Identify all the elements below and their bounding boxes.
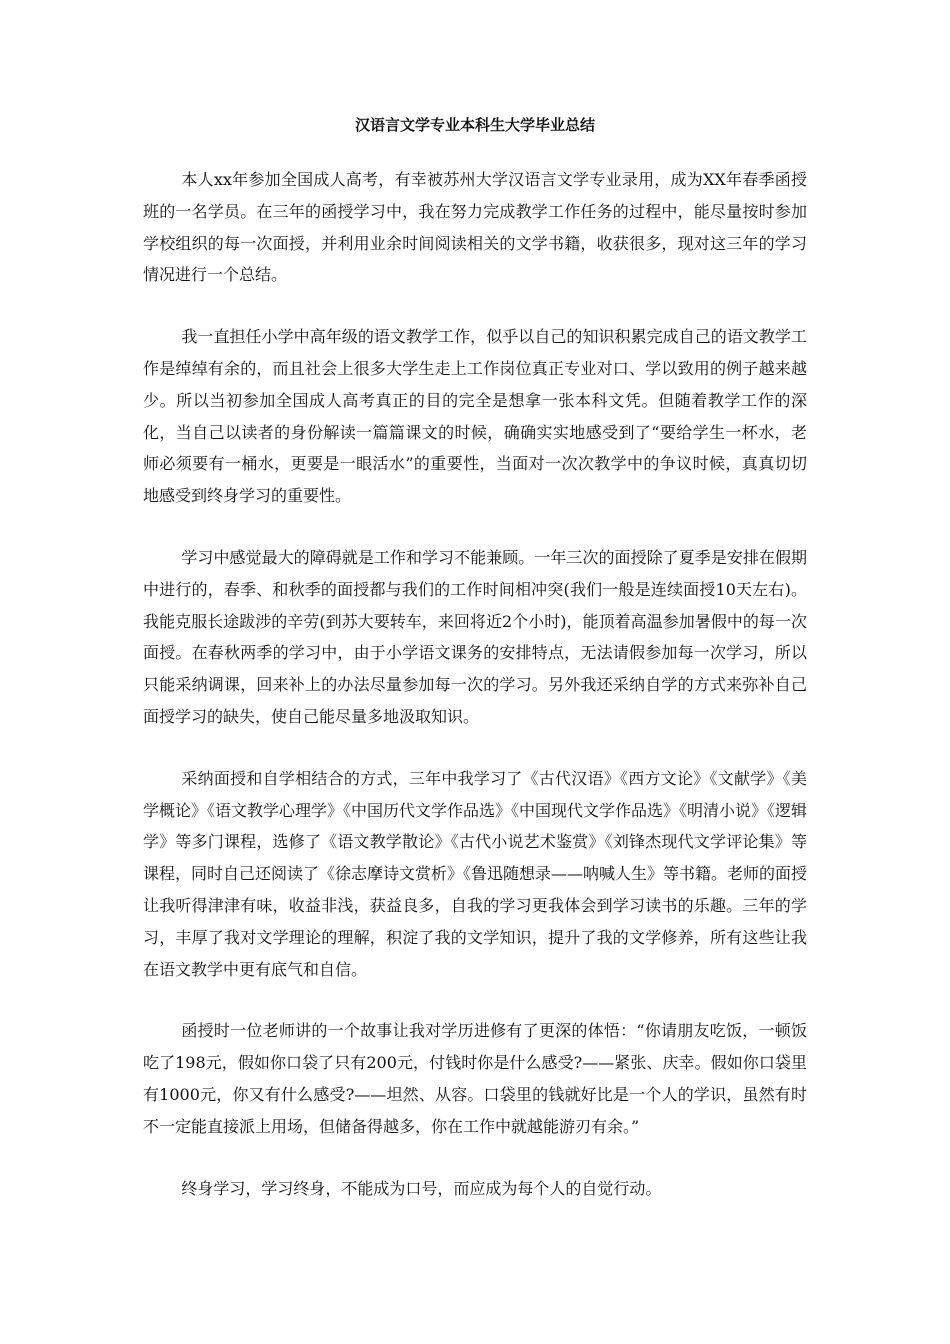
paragraph-3: 学习中感觉最大的障碍就是工作和学习不能兼顾。一年三次的面授除了夏季是安排在假期中进行的，春季、和秋季的面授都与我们的工作时间相冲突(我们一般是连续面授10天左右)。我能克服长途跋涉的辛劳(到苏大要转车，来回将近2个小时)，能顶着高温参加暑假中的每一次面授。在春秋两季的学习中，由于小学语文课务的安排特点，无法请假参加每一次学习，所以只能采纳调课，回来补上的办法尽量参加每一次的学习。另外我还采纳自学的方式来弥补自己面授学习的缺失，使自己能尽量多地汲取知识。 xyxy=(143,547,807,726)
paragraph-6: 终身学习，学习终身，不能成为口号，而应成为每个人的自觉行动。 xyxy=(181,1178,662,1198)
paragraph-2: 我一直担任小学中高年级的语文教学工作，似乎以自己的知识积累完成自己的语文教学工作是绰绰有余的，而且社会上很多大学生走上工作岗位真正专业对口、学以致用的例子越来越少。所以当初参加全国成人高考真正的目的完全是想拿一张本科文凭。但随着教学工作的深化，当自己以读者的身份解读一篇篇课文的时候，确确实实地感受到了“要给学生一杯水，老师必须要有一桶水，更要是一眼活水”的重要性，当面对一次次教学中的争议时候，真真切切地感受到终身学习的重要性。 xyxy=(143,327,807,506)
paragraph-1: 本人xx年参加全国成人高考，有幸被苏州大学汉语言文学专业录用，成为XX年春季函授班的一名学员。在三年的函授学习中，我在努力完成教学工作任务的过程中，能尽量按时参加学校组织的每一次面授，并利用业余时间阅读相关的文学书籍，收获很多，现对这三年的学习情况进行一个总结。 xyxy=(143,170,807,285)
paragraph-4: 采纳面授和自学相结合的方式，三年中我学习了《古代汉语》《西方文论》《文献学》《美学概论》《语文教学心理学》《中国历代文学作品选》《中国现代文学作品选》《明清小说》《逻辑学》等多门课程，选修了《语文教学散论》《古代小说艺术鉴赏》《刘锋杰现代文学评论集》等课程，同时自己还阅读了《徐志摩诗文赏析》《鲁迅随想录——呐喊人生》等书籍。老师的面授让我听得津津有味，收益非浅，获益良多，自我的学习更我体会到学习读书的乐趣。三年的学习，丰厚了我对文学理论的理解，积淀了我的文学知识，提升了我的文学修养，所有这些让我在语文教学中更有底气和自信。 xyxy=(143,768,808,979)
document-title: 汉语言文学专业本科生大学毕业总结 xyxy=(354,116,595,134)
document-body xyxy=(143,112,807,1234)
paragraph-5: 函授时一位老师讲的一个故事让我对学历进修有了更深的体悟：“你请朋友吃饭，一顿饭吃了198元，假如你口袋了只有200元，付钱时你是什么感受?——紧张、庆幸。假如你口袋里有1000元，你又有什么感受?——坦然、从容。口袋里的钱就好比是一个人的学识，虽然有时不一定能直接派上用场，但储备得越多，你在工作中就越能游刃有余。” xyxy=(143,1021,807,1136)
